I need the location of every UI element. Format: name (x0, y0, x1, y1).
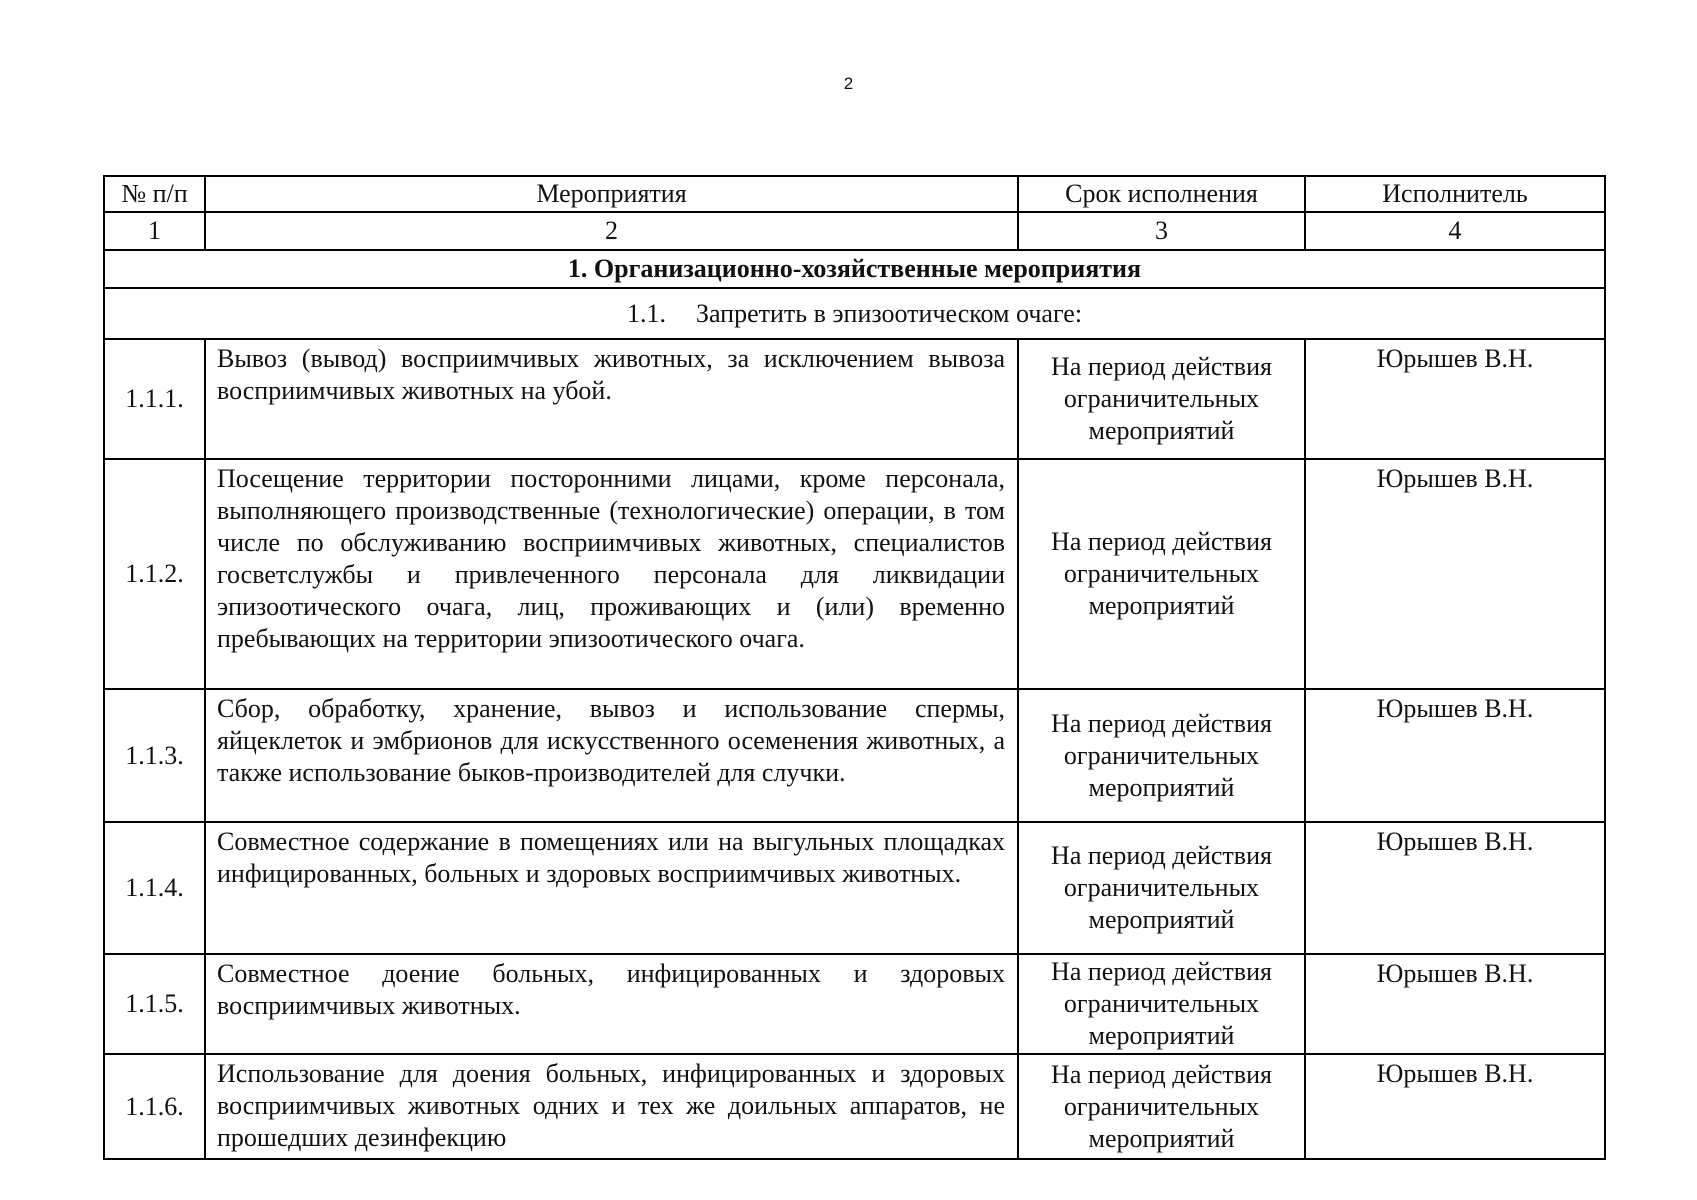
table-row (104, 1054, 1605, 1159)
header-executor: Исполнитель (1305, 176, 1605, 212)
row-measure: Посещение территории посторонними лицами, кроме персонала, выполняющего производственные (технологические) операции, в том числе по обслуживанию восприимчивых животных, специалистов госветслужбы и привлеченного персонала для ликвидации эпизоотического очага, лиц, проживающих и (или) временно пребывающих на территории эпизоотического очага. (205, 459, 1018, 689)
row-term: На период действия ограничительных мероприятий (1018, 689, 1305, 822)
table-row (104, 954, 1605, 1054)
row-executor: Юрышев В.Н. (1305, 689, 1605, 822)
header-term: Срок исполнения (1018, 176, 1305, 212)
row-executor: Юрышев В.Н. (1305, 459, 1605, 689)
table-row (104, 459, 1605, 689)
section-row (104, 250, 1605, 288)
page-number: 2 (843, 74, 854, 93)
row-measure: Использование для доения больных, инфицированных и здоровых восприимчивых животных одних и тех же доильных аппаратов, не прошедших дезинфекцию (205, 1054, 1018, 1159)
row-number: 1.1.6. (104, 1054, 205, 1159)
column-number-row (104, 212, 1605, 250)
column-number: 3 (1018, 212, 1305, 250)
subsection-title: Запретить в эпизоотическом очаге: (695, 298, 1083, 328)
table-row (104, 689, 1605, 822)
column-number: 1 (104, 212, 205, 250)
table-row (104, 339, 1605, 459)
subsection-cell (104, 288, 1605, 339)
row-measure: Совместное доение больных, инфицированных и здоровых восприимчивых животных. (205, 954, 1018, 1054)
subsection-number: 1.1. (626, 298, 666, 328)
row-measure: Сбор, обработку, хранение, вывоз и использование спермы, яйцеклеток и эмбрионов для искусственного осеменения животных, а также использование быков-производителей для случки. (205, 689, 1018, 822)
measures-table (103, 175, 1606, 1160)
row-number: 1.1.4. (104, 822, 205, 954)
row-number: 1.1.3. (104, 689, 205, 822)
row-executor: Юрышев В.Н. (1305, 339, 1605, 459)
row-executor: Юрышев В.Н. (1305, 954, 1605, 1054)
row-term: На период действия ограничительных мероприятий (1018, 459, 1305, 689)
column-number: 2 (205, 212, 1018, 250)
section-title: 1. Организационно-хозяйственные мероприятия (104, 250, 1605, 288)
row-term: На период действия ограничительных мероприятий (1018, 954, 1305, 1054)
row-measure: Совместное содержание в помещениях или на выгульных площадках инфицированных, больных и здоровых восприимчивых животных. (205, 822, 1018, 954)
row-number: 1.1.5. (104, 954, 205, 1054)
row-term: На период действия ограничительных мероприятий (1018, 822, 1305, 954)
row-executor: Юрышев В.Н. (1305, 1054, 1605, 1159)
column-number: 4 (1305, 212, 1605, 250)
row-number: 1.1.1. (104, 339, 205, 459)
header-num: № п/п (104, 176, 205, 212)
row-term: На период действия ограничительных мероприятий (1018, 1054, 1305, 1159)
table-row (104, 822, 1605, 954)
header-measures: Мероприятия (205, 176, 1018, 212)
row-executor: Юрышев В.Н. (1305, 822, 1605, 954)
row-number: 1.1.2. (104, 459, 205, 689)
table-header-row (104, 176, 1605, 212)
row-measure: Вывоз (вывод) восприимчивых животных, за исключением вывоза восприимчивых животных на убой. (205, 339, 1018, 459)
subsection-row (104, 288, 1605, 339)
row-term: На период действия ограничительных мероприятий (1018, 339, 1305, 459)
